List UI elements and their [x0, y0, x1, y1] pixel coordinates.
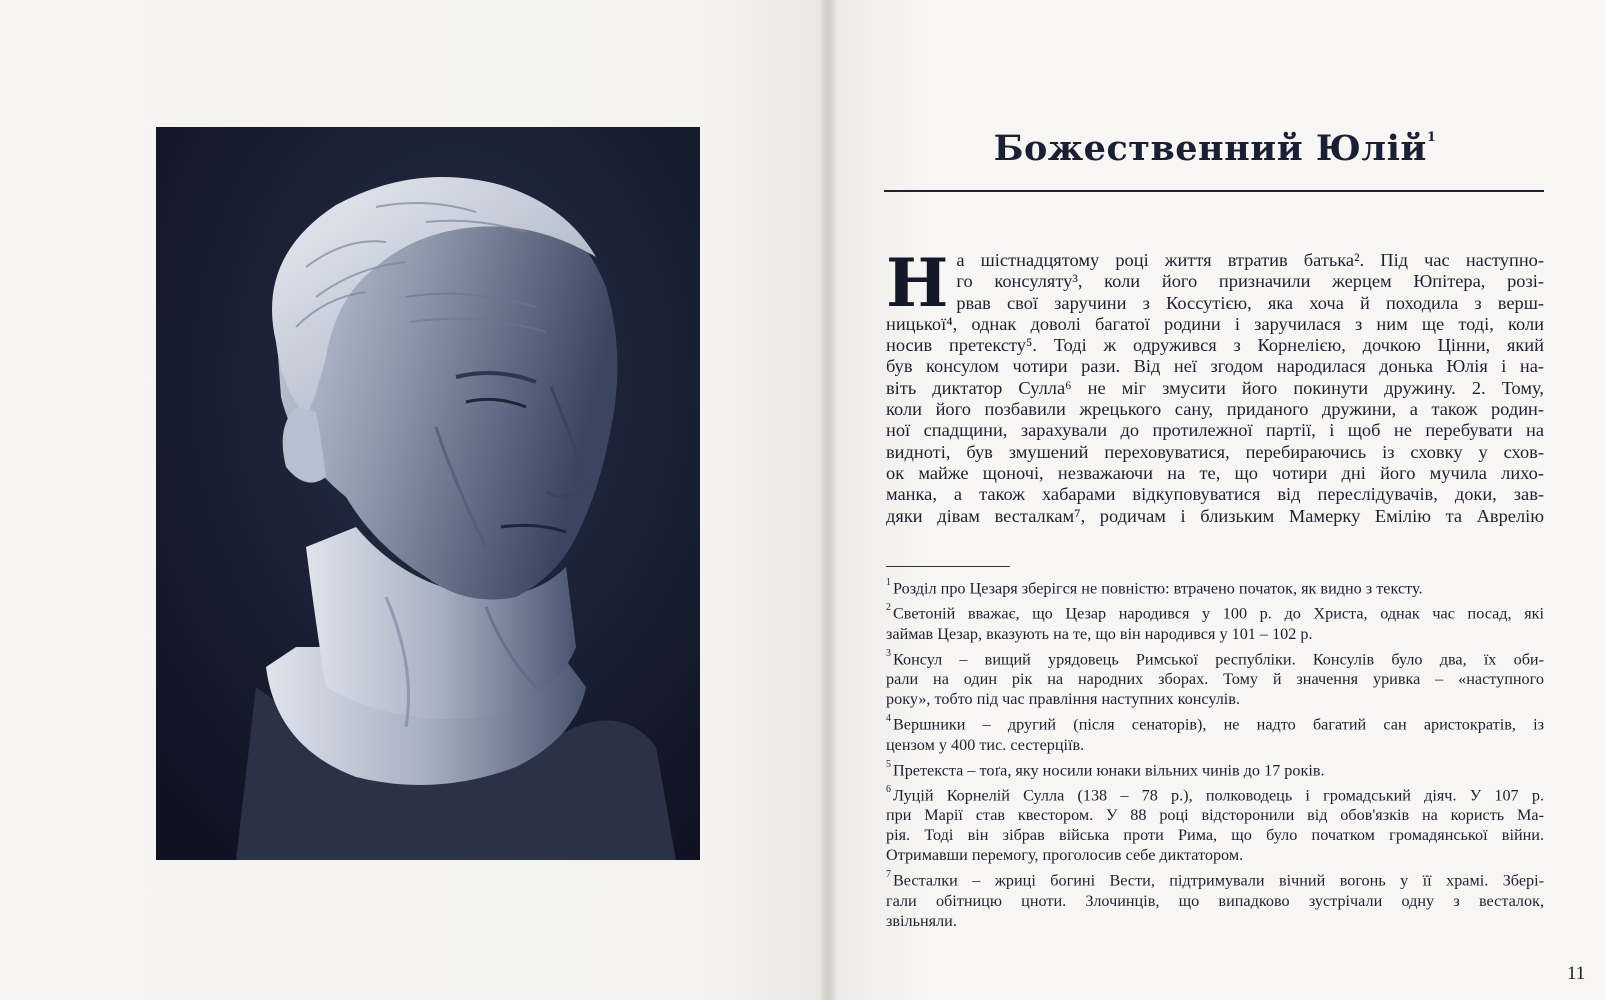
footnote-line: займав Цезар, вказують на те, що він народився у 101 – 102 р.: [886, 624, 1313, 643]
body-line: ницької⁴, однак доволі багатої родини і заручилася з ним ще тоді, коли: [886, 313, 1544, 334]
caesar-bust-photo: [156, 127, 700, 860]
footnote-line: Весталки – жриці богині Вести, підтримували вічний вогонь у її храмі. Збері-: [893, 871, 1544, 890]
title-underline: [884, 190, 1544, 192]
footnote-number: 1: [886, 577, 891, 588]
footnote-line: рали на один рік на народних зборах. Тому й значення уривка – «наступного: [886, 670, 1544, 689]
footnote-5: [886, 757, 1544, 780]
body-line: а шістнадцятому році життя втратив батька². Під час наступно-: [956, 250, 1544, 270]
footnote-4: [886, 711, 1544, 754]
footnote-line: при Марії став квестором. У 88 році відсторонили від обов'язків на користь Ма-: [886, 806, 1544, 825]
footnote-line: звільняли.: [886, 911, 957, 930]
footnote-separator: [886, 566, 1010, 567]
body-line: коли його позбавили жрецького сану, приданого дружини, а також родин-: [886, 399, 1544, 420]
page-number: 11: [1567, 963, 1586, 984]
title-footnote-marker: 1: [1426, 130, 1437, 146]
footnote-line: року», тобто під час правління наступних консулів.: [886, 690, 1240, 709]
footnote-6: [886, 782, 1544, 865]
footnote-number: 7: [886, 869, 891, 881]
footnotes: [886, 575, 1544, 933]
body-line: дяки дівам весталкам⁷, родичам і близьким Мамерку Емілію та Аврелію: [886, 505, 1544, 526]
footnote-number: 5: [886, 758, 891, 770]
chapter-title: [884, 128, 1546, 169]
chapter-body: [886, 244, 1544, 527]
footnote-7: [886, 867, 1544, 930]
footnote-line: гали обітницю цноти. Злочинців, що випадково зустрічали одну з весталок,: [886, 891, 1544, 910]
footnote-number: 6: [886, 783, 891, 795]
chapter-title-text: Божественний Юлій: [993, 128, 1427, 169]
footnote-3: [886, 646, 1544, 709]
body-line: ок майже щоночі, незважаючи на те, що чотири дні його мучила лихо-: [886, 462, 1544, 483]
footnote-line: Луцій Корнелій Сулла (138 – 78 р.), полководець і громадський діяч. У 107 р.: [893, 786, 1544, 805]
footnote-1: [886, 575, 1544, 598]
footnote-number: 3: [886, 647, 891, 659]
footnote-line: Претекста – тоґа, яку носили юнаки вільних чинів до 17 років.: [893, 760, 1325, 779]
body-line: носив претексту⁵. Тоді ж одружився з Корнелією, дочкою Цінни, який: [886, 335, 1544, 356]
body-line: ної спадщини, зарахували до протилежної партії, і щоб не перебувати на: [886, 420, 1544, 441]
bust-illustration: [156, 127, 700, 860]
body-line: рвав свої заручини з Коссутією, яка хоча й походила з верш-: [956, 292, 1544, 313]
footnote-line: Вершники – другий (після сенаторів), не надто багатий сан аристократів, із: [893, 715, 1544, 734]
footnote-line: Отримавши перемогу, проголосив себе диктатором.: [886, 846, 1244, 865]
body-line: манка, а також хабарами відкуповуватися від переслідувачів, доки, зав-: [886, 484, 1544, 505]
footnote-number: 4: [886, 713, 891, 725]
body-line: видноті, був змушений переховуватися, перебираючись із сховку у схов-: [886, 441, 1544, 462]
footnote-line: Розділ про Цезаря зберігся не повністю: втрачено початок, як видно з тексту.: [893, 579, 1423, 598]
book-gutter: [820, 0, 836, 1000]
body-line: був консулом чотири рази. Від неї згодом народилася донька Юлія і на-: [886, 356, 1544, 377]
footnote-2: [886, 600, 1544, 643]
footnote-line: цензом у 400 тис. сестерціїв.: [886, 735, 1085, 754]
footnote-line: рія. Тоді він зібрав війська проти Рима, що було початком громадянської війни.: [886, 826, 1544, 845]
drop-cap: Н: [886, 244, 949, 322]
footnote-number: 2: [886, 602, 891, 614]
footnote-line: Консул – вищий урядовець Римської республіки. Консулів було два, їх оби-: [893, 650, 1544, 669]
body-line: віть диктатор Сулла⁶ не міг змусити його покинути дружину. 2. Тому,: [886, 377, 1544, 398]
footnote-line: Светоній вважає, що Цезар народився у 100 р. до Христа, однак час посад, які: [893, 604, 1544, 623]
body-line: го консуляту³, коли його призначили жерцем Юпітера, розі-: [956, 271, 1544, 292]
